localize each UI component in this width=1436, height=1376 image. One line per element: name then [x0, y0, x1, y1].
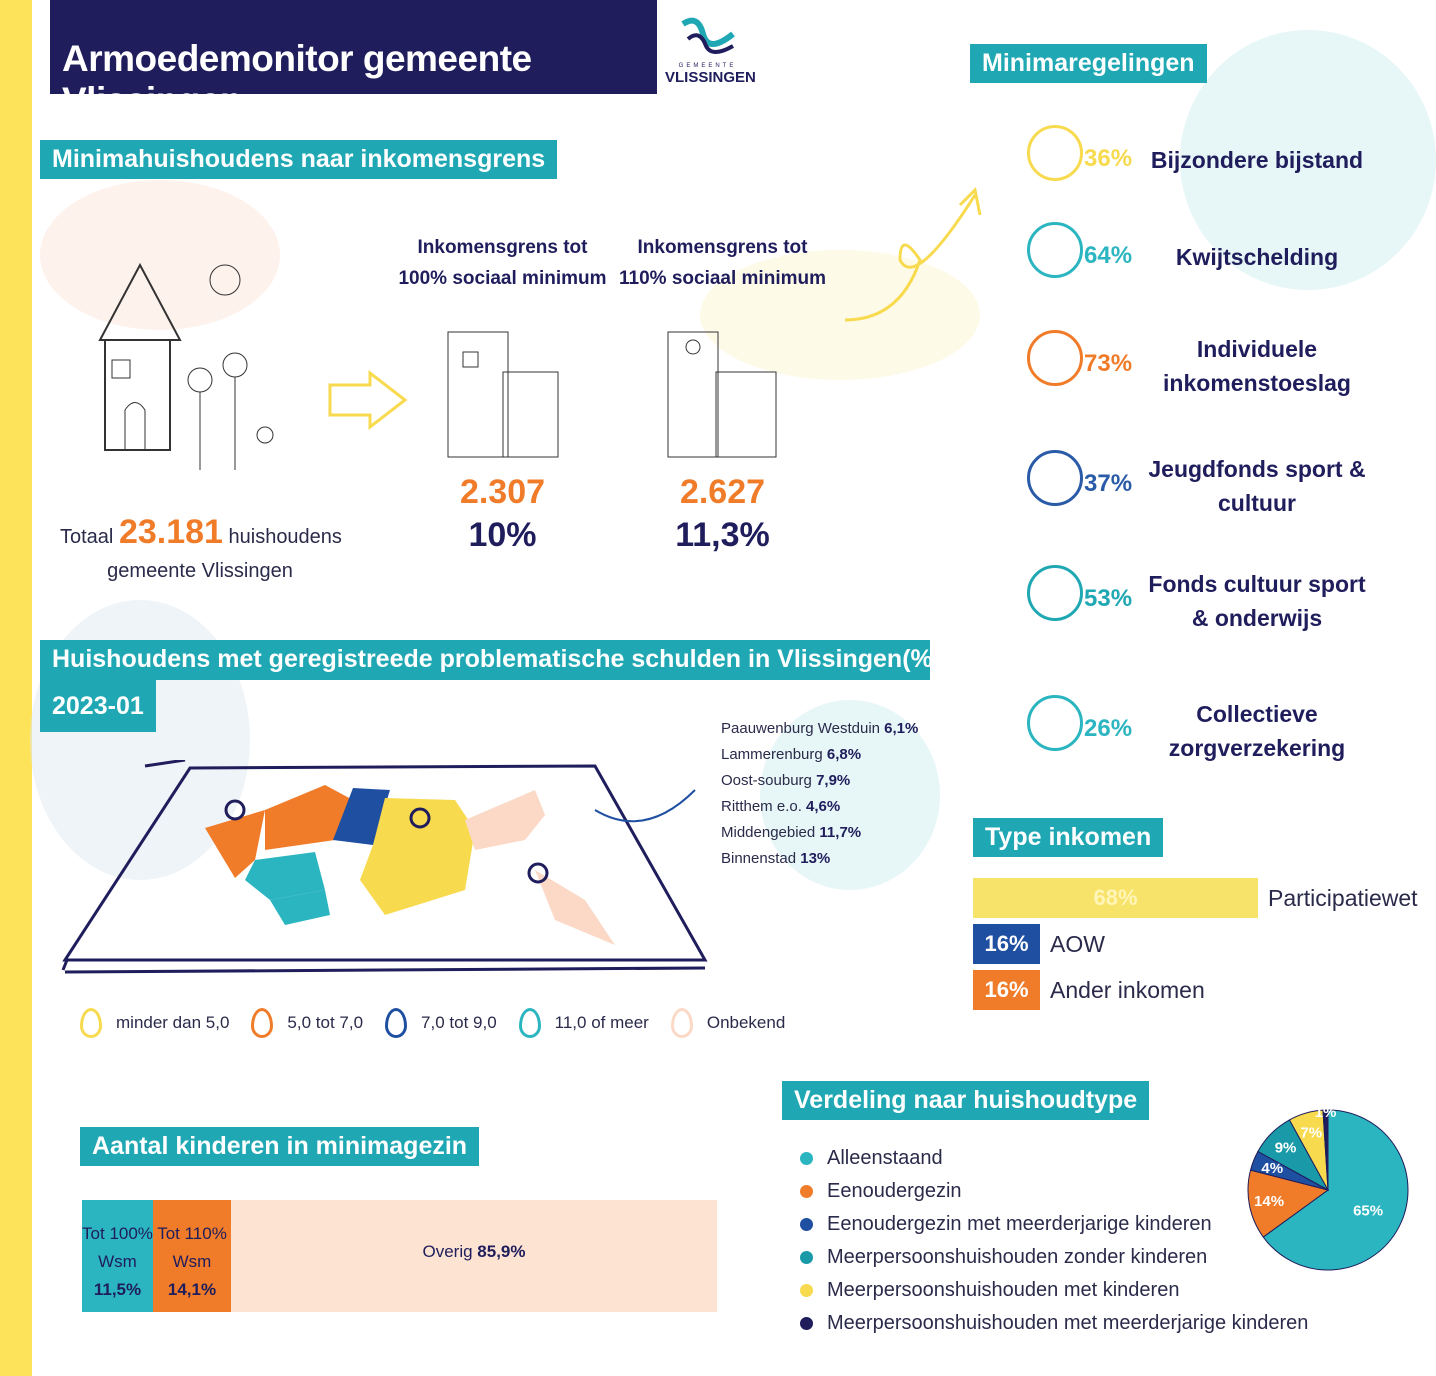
- legend-label: 7,0 tot 9,0: [421, 1013, 497, 1032]
- regeling-pct: 64%: [1084, 242, 1133, 269]
- regeling-item: [1022, 212, 1422, 302]
- legend-pin-icon: [671, 1008, 693, 1038]
- person-icon: [1027, 330, 1083, 386]
- income-group-100: [395, 228, 610, 555]
- pie-value-label: 65%: [1353, 1202, 1384, 1220]
- side-stripe: [0, 0, 32, 1376]
- group-line1: Inkomensgrens tot: [637, 237, 808, 258]
- legend-pin-icon: [80, 1008, 102, 1038]
- area-item: [721, 820, 918, 846]
- area-value: 4,6%: [806, 798, 841, 815]
- page-title: Armoedemonitor gemeente Vlissingen: [50, 0, 657, 94]
- type-inkomen-row: [973, 921, 1418, 967]
- type-inkomen-label: Participatiewet: [1268, 884, 1418, 911]
- group-line2: 110% sociaal minimum: [619, 268, 826, 289]
- regeling-pct: 37%: [1084, 470, 1133, 497]
- area-item: [721, 846, 918, 872]
- football-music-icon: [1027, 450, 1083, 506]
- map-area-unknown[interactable]: [465, 790, 545, 850]
- regeling-label: Bijzondere bijstand: [1150, 147, 1364, 173]
- area-name: Lammerenburg: [721, 746, 823, 763]
- logo-small-text: GEMEENTE: [678, 63, 737, 69]
- income-group-110: [615, 228, 830, 555]
- legend-label: Meerpersoonshuishouden met kinderen: [827, 1279, 1180, 1301]
- pie-legend-item: [800, 1274, 1308, 1307]
- legend-label: Eenoudergezin met meerderjarige kinderen: [827, 1213, 1212, 1235]
- type-inkomen-heading: Type inkomen: [973, 818, 1163, 857]
- segment-pct: 14,1%: [167, 1280, 217, 1299]
- segment-label: Tot 100%: [82, 1224, 153, 1243]
- area-name: Binnenstad: [721, 850, 797, 867]
- legend-dot-icon: [800, 1185, 813, 1198]
- regeling-pct: 26%: [1084, 715, 1133, 742]
- legend-label: Meerpersoonshuishouden met meerderjarige kinderen: [827, 1312, 1309, 1334]
- legend-label: Onbekend: [706, 1013, 786, 1032]
- regeling-item: [1022, 115, 1422, 205]
- regeling-label: Individuele inkomenstoeslag: [1163, 336, 1351, 396]
- regeling-pct: 73%: [1084, 350, 1133, 377]
- segment-100: [82, 1200, 153, 1312]
- regeling-item: [1022, 685, 1422, 775]
- legend-label: Eenoudergezin: [827, 1180, 962, 1202]
- wave-logo-icon: [678, 14, 738, 58]
- area-value: 11,7%: [819, 824, 862, 841]
- verdeling-heading: Verdeling naar huishoudtype: [782, 1081, 1149, 1120]
- vlissingen-map: [55, 760, 725, 990]
- houses-drawing-icon: [658, 302, 788, 462]
- segment-label: Wsm: [172, 1252, 212, 1271]
- pie-value-label: 9%: [1274, 1139, 1297, 1157]
- group-line2: 100% sociaal minimum: [398, 268, 607, 289]
- soccer-ball-icon: [1027, 565, 1083, 621]
- kinderen-bar: [82, 1200, 717, 1312]
- group-line1: Inkomensgrens tot: [417, 237, 588, 258]
- type-inkomen-bar: 16%: [973, 924, 1040, 964]
- type-inkomen-bar: 68%: [973, 878, 1258, 918]
- total-line2: gemeente Vlissingen: [107, 560, 293, 582]
- pie-legend-item: [800, 1208, 1308, 1241]
- area-name: Paauwenburg Westduin: [721, 720, 880, 737]
- legend-dot-icon: [800, 1251, 813, 1264]
- area-value: 13%: [800, 850, 831, 867]
- area-value: 6,1%: [884, 720, 919, 737]
- area-name: Oost-souburg: [721, 772, 812, 789]
- pie-legend-item: [800, 1139, 1308, 1175]
- segment-label: Wsm: [98, 1252, 137, 1271]
- regelingen-heading: Minimaregelingen: [970, 44, 1207, 83]
- group-pct: 10%: [468, 516, 537, 554]
- rest-pct: 85,9%: [477, 1242, 526, 1261]
- legend-pin-icon: [519, 1008, 541, 1038]
- total-households: [60, 513, 340, 583]
- segment-pct: 11,5%: [93, 1280, 142, 1299]
- schulden-heading: Huishoudens met geregistreede problematische schulden in Vlissingen(%),: [40, 640, 930, 680]
- pie-value-label: 1%: [1314, 1104, 1337, 1122]
- pie-legend-item: [800, 1175, 1308, 1211]
- regeling-item: [1022, 440, 1422, 530]
- area-item: [721, 716, 918, 742]
- houses-drawing-icon: [438, 302, 568, 462]
- legend-dot-icon: [800, 1218, 813, 1231]
- legend-pin-icon: [251, 1008, 273, 1038]
- segment-rest: [231, 1200, 717, 1312]
- legend-dot-icon: [800, 1284, 813, 1297]
- schulden-period: 2023-01: [40, 680, 156, 732]
- map-area-unknown[interactable]: [535, 870, 615, 945]
- coins-icon: [1027, 125, 1083, 181]
- segment-label: Tot 110%: [157, 1224, 227, 1243]
- area-item: [721, 794, 918, 820]
- household-pie-chart: [1240, 1100, 1420, 1280]
- type-inkomen-label: Ander inkomen: [1050, 976, 1205, 1003]
- regeling-label: Kwijtschelding: [1175, 244, 1339, 270]
- legend-pin-icon: [385, 1008, 407, 1038]
- area-value: 7,9%: [816, 772, 851, 789]
- area-item: [721, 742, 918, 768]
- area-list: [721, 716, 918, 872]
- type-inkomen-bar: 16%: [973, 970, 1040, 1010]
- regeling-item: [1022, 555, 1422, 645]
- regeling-pct: 53%: [1084, 585, 1133, 612]
- pie-legend-item: [800, 1241, 1308, 1274]
- legend-label: Alleenstaand: [827, 1147, 943, 1169]
- group-count: 2.627: [679, 473, 766, 511]
- pie-legend: [800, 1139, 1309, 1340]
- legend-label: Meerpersoonshuishouden zonder kinderen: [827, 1246, 1208, 1268]
- pie-value-label: 14%: [1254, 1193, 1285, 1211]
- type-inkomen-label: AOW: [1050, 930, 1105, 957]
- segment-110: [153, 1200, 231, 1312]
- regeling-label: Jeugdfonds sport & cultuur: [1148, 456, 1366, 516]
- map-legend: [80, 1008, 793, 1038]
- logo-name: VLISSINGEN: [665, 69, 756, 86]
- pie-legend-item: [800, 1307, 1308, 1340]
- group-count: 2.307: [459, 473, 546, 511]
- logo: [665, 14, 756, 86]
- regeling-label: Fonds cultuur sport & onderwijs: [1148, 571, 1366, 631]
- total-value: 23.181: [118, 513, 223, 551]
- area-name: Middengebied: [721, 824, 816, 841]
- type-inkomen-row: [973, 875, 1418, 921]
- minima-heading: Minimahuishoudens naar inkomensgrens: [40, 140, 557, 179]
- regeling-label: Collectieve zorgverzekering: [1168, 701, 1346, 761]
- rest-label: Overig: [422, 1242, 473, 1261]
- map-pin-icon: [226, 801, 244, 819]
- curly-arrow-icon: [840, 180, 985, 330]
- area-value: 6,8%: [826, 746, 862, 763]
- pie-value-label: 7%: [1300, 1124, 1323, 1142]
- kinderen-heading: Aantal kinderen in minimagezin: [80, 1127, 479, 1166]
- stethoscope-icon: [1027, 695, 1083, 751]
- legend-label: minder dan 5,0: [116, 1013, 230, 1032]
- legend-label: 5,0 tot 7,0: [287, 1013, 364, 1032]
- area-item: [721, 768, 918, 794]
- pie-value-label: 4%: [1261, 1159, 1284, 1177]
- type-inkomen-row: [973, 967, 1418, 1013]
- house-family-drawing-icon: [90, 220, 290, 480]
- legend-dot-icon: [800, 1152, 813, 1165]
- total-suffix: huishoudens: [228, 526, 342, 548]
- legend-dot-icon: [800, 1317, 813, 1330]
- total-prefix: Totaal: [60, 526, 114, 548]
- regeling-item: [1022, 320, 1422, 410]
- legend-label: 11,0 of meer: [554, 1013, 649, 1032]
- euro-check-icon: [1027, 222, 1083, 278]
- regeling-pct: 36%: [1084, 145, 1133, 172]
- group-pct: 11,3%: [675, 516, 770, 554]
- type-inkomen-bars: [973, 875, 1418, 1013]
- area-name: Ritthem e.o.: [721, 798, 802, 815]
